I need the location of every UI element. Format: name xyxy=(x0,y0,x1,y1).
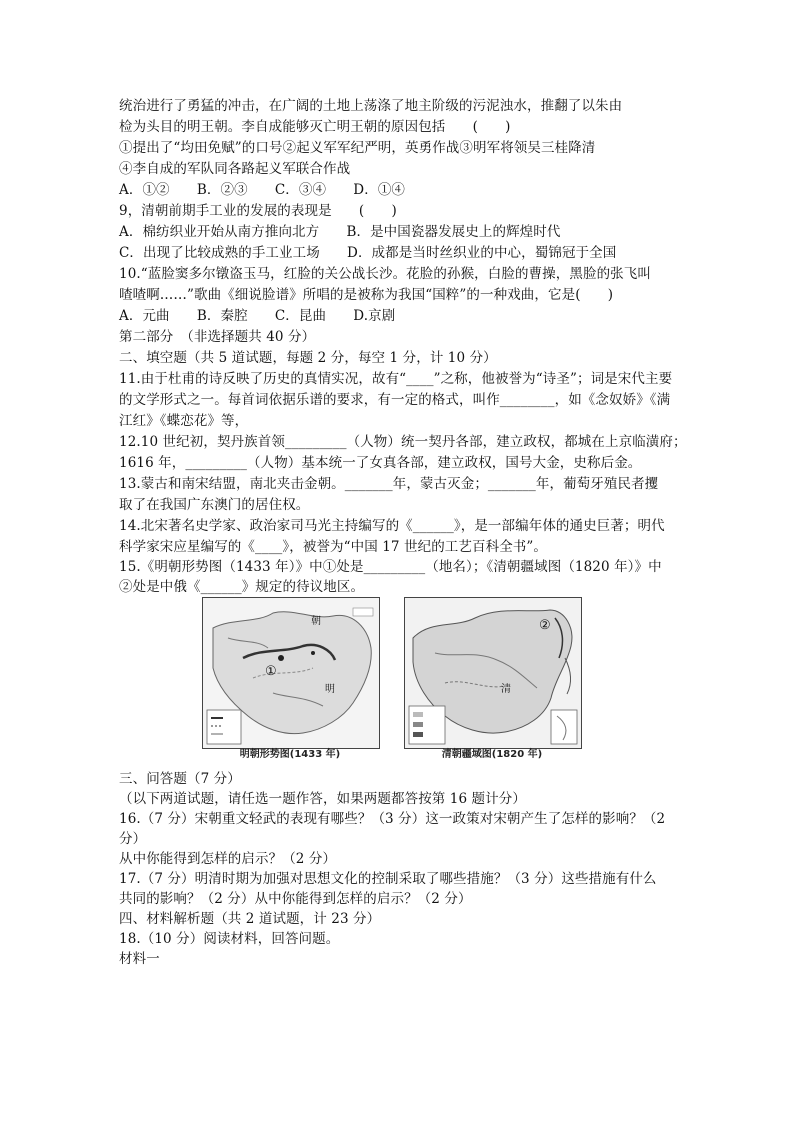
q13-line-1: 13.蒙古和南宋结盟，南北夹击金朝。_______年，蒙古灭金；_______年，葡萄牙殖民者攫 xyxy=(119,476,659,492)
q14-line-2: 科学家宋应星编写的《____》，被誉为“中国 17 世纪的工艺百科全书”。 xyxy=(119,539,548,555)
ming-map-label-ming: 明 xyxy=(325,684,335,695)
q11-line-1: 11.由于杜甫的诗反映了历史的真情实况，故有“____”之称，他被誉为“诗圣”；词是宋代主要 xyxy=(119,371,673,387)
q15-line-2: ②处是中俄《______》规定的待议地区。 xyxy=(119,579,365,595)
map-figures xyxy=(200,597,578,765)
q12-line-2: 1616 年，_________（人物）基本统一了女真各部，建立政权，国号大金，史称后金。 xyxy=(119,455,642,471)
q10-stem-2: 喳喳啊……”歌曲《细说脸谱》所唱的是被称为我国“国粹”的一种戏曲，它是( ) xyxy=(119,287,614,303)
ming-map-image xyxy=(203,598,379,748)
q9-stem: 9，清朝前期手工业的发展的表现是 ( ) xyxy=(119,203,397,219)
section-material-heading: 四、材料解析题（共 2 道试题，计 23 分） xyxy=(119,911,381,927)
ming-map-caption: 明朝形势图(1433 年) xyxy=(239,749,341,760)
q13-line-2: 取了在我国广东澳门的居住权。 xyxy=(119,497,310,513)
q15-line-1: 15.《明朝形势图（1433 年）》中①处是_________（地名）；《清朝疆域图（1820 年）》中 xyxy=(119,559,662,575)
q9-options-cd: C．出现了比较成熟的手工业工场 D．成都是当时丝织业的中心，蜀锦冠于全国 xyxy=(119,245,617,261)
qing-map-caption: 清朝疆域图(1820 年) xyxy=(441,749,543,760)
section-qa-note: （以下两道试题，请任选一题作答，如果两题都答按第 16 题计分） xyxy=(119,791,526,807)
q8-options: A．①② B．②③ C．③④ D．①④ xyxy=(119,182,406,198)
q17-line-1: 17.（7 分）明清时期为加强对思想文化的控制采取了哪些措施？（3 分）这些措施有什么 xyxy=(119,871,657,887)
q18-stem: 18.（10 分）阅读材料，回答问题。 xyxy=(119,931,340,947)
ming-map-marker-1: ① xyxy=(265,664,277,679)
q9-options-ab: A．棉纺织业开始从南方推向北方 B．是中国瓷器发展史上的辉煌时代 xyxy=(119,224,561,240)
text-line-2: 检为头目的明王朝。李自成能够灭亡明王朝的原因包括 ( ) xyxy=(119,119,511,135)
q16-line-1: 16.（7 分）宋朝重文轻武的表现有哪些？（3 分）这一政策对宋朝产生了怎样的影响？（2 xyxy=(119,811,666,827)
qing-map-figure xyxy=(404,597,582,749)
q16-line-3: 从中你能得到怎样的启示？（2 分） xyxy=(119,851,337,867)
text-line-4: ④李自成的军队同各路起义军联合作战 xyxy=(119,161,351,177)
text-line-3: ①提出了“均田免赋”的口号②起义军军纪严明，英勇作战③明军将领吴三桂降清 xyxy=(119,140,596,156)
ming-map-label-chao: 朝 xyxy=(311,616,321,627)
q11-line-2: 的文学形式之一。每首词依据乐谱的要求，有一定的格式，叫作________，如《念奴娇》《满 xyxy=(119,392,671,408)
material-one-label: 材料一 xyxy=(119,951,160,967)
q12-line-1: 12.10 世纪初，契丹族首领_________（人物）统一契丹各部，建立政权，都城在上京临潢府； xyxy=(119,434,687,450)
text-line-1: 统治进行了勇猛的冲击，在广阔的土地上荡涤了地主阶级的污泥浊水，推翻了以朱由 xyxy=(119,98,623,114)
section-fill-heading: 二、填空题（共 5 道试题，每题 2 分，每空 1 分，计 10 分） xyxy=(119,350,497,366)
q11-line-3: 江红》《蝶恋花》等， xyxy=(119,413,249,429)
q14-line-1: 14.北宋著名史学家、政治家司马光主持编写的《______》，是一部编年体的通史巨著；明代 xyxy=(119,518,665,534)
q10-options: A．元曲 B．秦腔 C．昆曲 D.京剧 xyxy=(119,308,396,324)
q17-line-2: 共同的影响？（2 分）从中你能得到怎样的启示？（2 分） xyxy=(119,891,472,907)
qing-map-image xyxy=(405,598,581,748)
section-qa-heading: 三、问答题（7 分） xyxy=(119,771,241,787)
part-two-heading: 第二部分 （非选择题共 40 分） xyxy=(119,329,316,345)
q10-stem-1: 10.“蓝脸窦多尔镦盗玉马，红脸的关公战长沙。花脸的孙猴，白脸的曹操，黑脸的张飞叫 xyxy=(119,266,651,282)
qing-map-marker-2: ② xyxy=(539,618,551,633)
q16-line-2: 分） xyxy=(119,831,147,847)
qing-map-label-qing: 清 xyxy=(501,684,511,695)
ming-map-figure xyxy=(202,597,380,749)
